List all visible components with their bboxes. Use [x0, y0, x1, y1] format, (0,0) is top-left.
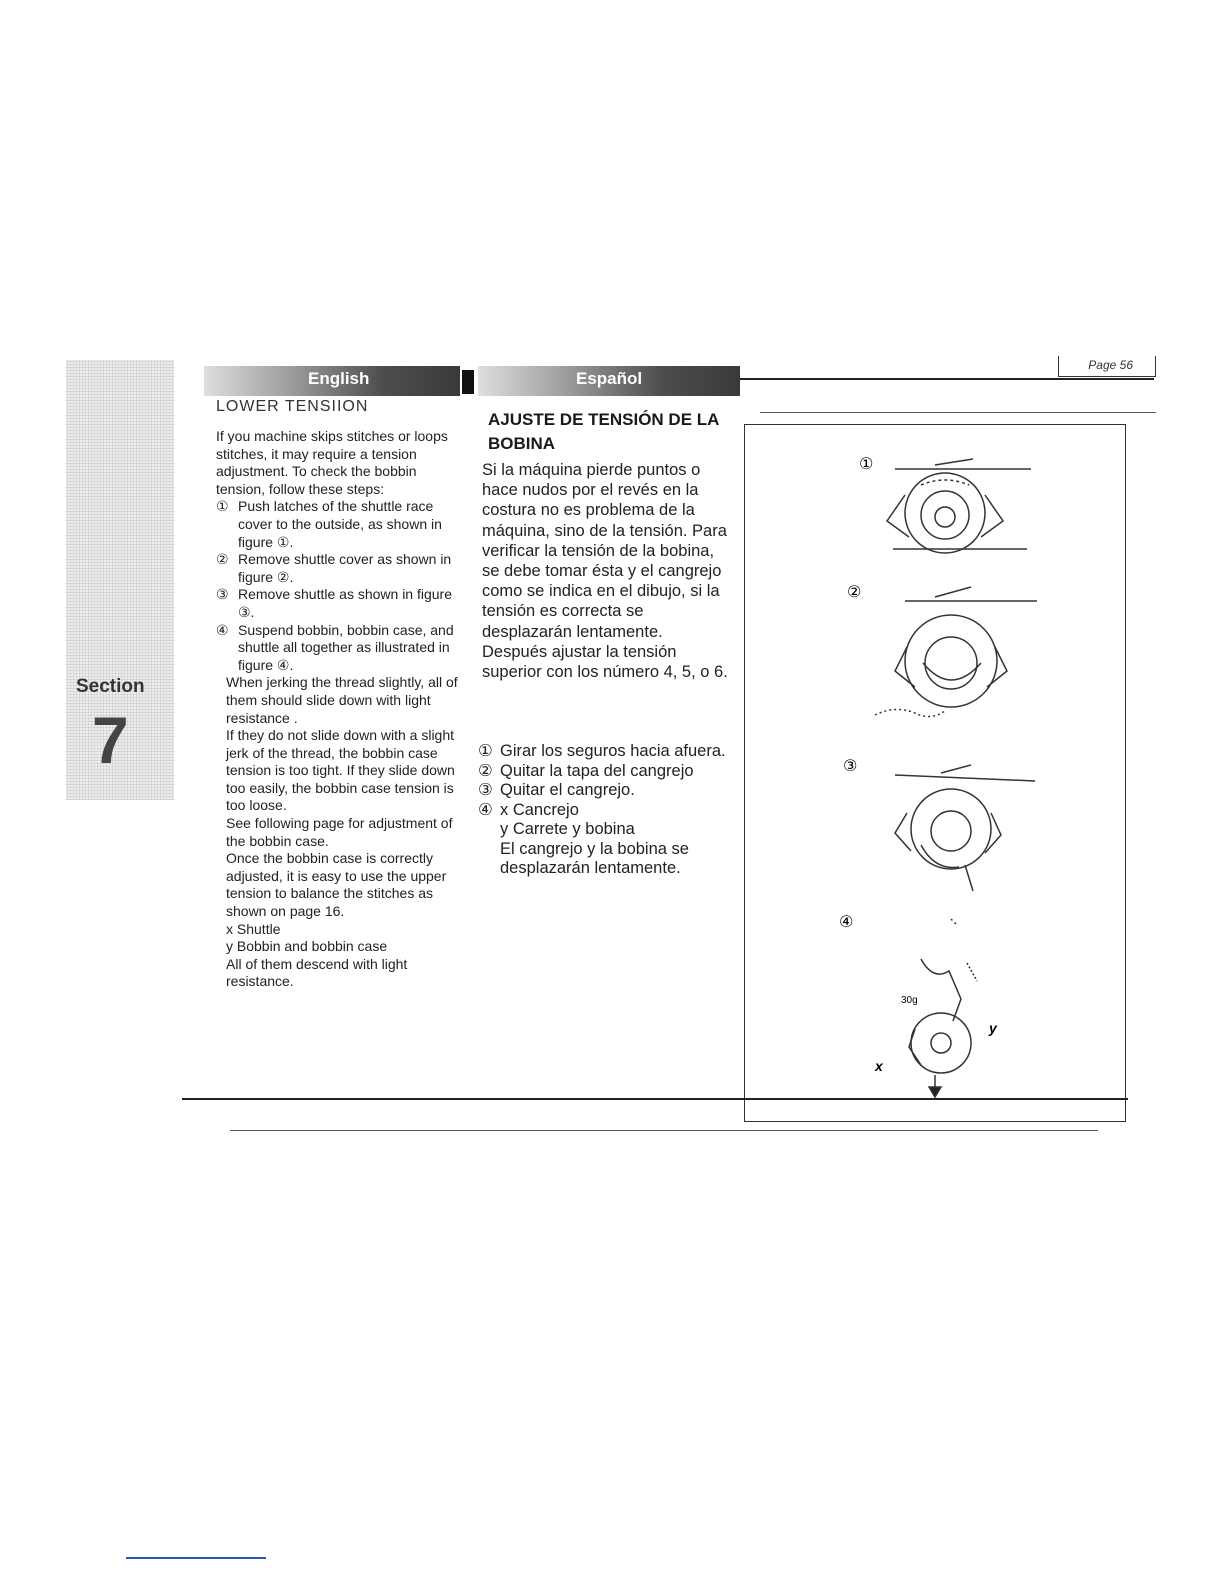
- step-text: Quitar la tapa del cangrejo: [500, 761, 694, 780]
- step-number: ③: [478, 781, 493, 799]
- english-details: [216, 674, 460, 991]
- figure-box: [744, 424, 1126, 1122]
- english-body: [216, 428, 460, 991]
- step-number: ②: [478, 761, 493, 780]
- step-text: Remove shuttle as shown in figure ③.: [238, 586, 452, 620]
- top-rule-secondary: [760, 412, 1156, 413]
- page-number: Page 56: [1088, 358, 1133, 372]
- figure-4-illustration: [909, 919, 977, 1097]
- step-number: ③: [216, 586, 229, 603]
- detail-paragraph: When jerking the thread slightly, all of them should slide down with light resistance .: [226, 674, 458, 726]
- step-number: ①: [478, 742, 493, 760]
- step-text: Suspend bobbin, bobbin case, and shuttle all together as illustrated in figure ④.: [238, 621, 454, 673]
- espanol-body: [482, 460, 728, 682]
- step-text: Girar los seguros hacia afuera.: [500, 742, 726, 760]
- english-heading: LOWER TENSIION: [216, 398, 369, 415]
- espanol-paragraph: Después ajustar la tensión superior con los número 4, 5, o 6.: [482, 642, 728, 682]
- espanol-step: [478, 762, 730, 782]
- step-text: Quitar el cangrejo.: [500, 781, 635, 799]
- substep-line: y Carrete y bobina: [500, 820, 635, 838]
- bobbin-illustrations: [745, 425, 1125, 1121]
- detail-paragraph: If they do not slide down with a slight jerk of the thread, the bobbin case tension is too tight. If they slide down too easily, the bobbin case tension is too loose.: [226, 727, 455, 814]
- figure-label-1: ①: [859, 456, 874, 473]
- detail-paragraph: See following page for adjustment of the bobbin case.: [226, 815, 453, 849]
- detail-paragraph: Once the bobbin case is correctly adjusted, it is easy to use the upper tension to balance the stitches as shown on page 16.: [226, 850, 447, 920]
- espanol-paragraph: Si la máquina pierde puntos o hace nudos por el revés en la costura no es problema de la máquina, sino de la tensión. Para verificar la tensión de la bobina, se debe tomar ésta y el cangrejo como se indica en el dibujo, si la tensión es correcta se desplazarán lentamente.: [482, 461, 727, 641]
- english-step: [216, 498, 460, 551]
- language-divider: [462, 370, 474, 394]
- espanol-steps: [478, 742, 730, 879]
- figure-label-3: ③: [843, 758, 858, 775]
- step-number: ②: [216, 551, 229, 568]
- figure-y-label: y: [989, 1020, 997, 1036]
- figure-2-illustration: [875, 587, 1037, 717]
- legend-line: x Shuttle: [226, 920, 281, 937]
- step-number: ④: [216, 621, 229, 638]
- espanol-header-bar: [478, 366, 740, 396]
- english-step: [216, 586, 460, 621]
- espanol-step: [478, 742, 730, 762]
- figure-x-label: x: [875, 1058, 883, 1074]
- bottom-rule-secondary: [230, 1130, 1098, 1131]
- english-header-bar: [204, 366, 460, 396]
- espanol-substeps: [478, 820, 730, 879]
- english-intro: If you machine skips stitches or loops stitches, it may require a tension adjustment. To check the bobbin tension, follow these steps:: [216, 428, 448, 497]
- english-step: [216, 622, 460, 675]
- top-rule: [740, 378, 1154, 380]
- step-number: ④: [478, 800, 493, 819]
- espanol-step: [478, 801, 730, 821]
- legend-line: All of them descend with light resistance.: [226, 955, 408, 990]
- step-text: Push latches of the shuttle race cover to the outside, as shown in figure ①.: [238, 498, 442, 550]
- step-number: ①: [216, 498, 229, 515]
- substep-line: El cangrejo y la bobina se desplazarán lentamente.: [500, 839, 689, 877]
- page-number-box: [1058, 356, 1156, 377]
- weight-label: 30g: [901, 995, 918, 1006]
- figure-3-illustration: [895, 765, 1035, 891]
- step-text: Remove shuttle cover as shown in figure ②.: [238, 551, 452, 585]
- espanol-header-label: Español: [576, 369, 643, 388]
- espanol-step: [478, 781, 730, 801]
- corner-line: [126, 1557, 266, 1559]
- espanol-heading: AJUSTE DE TENSIÓN DE LA BOBINA: [488, 410, 719, 453]
- bottom-rule: [182, 1098, 1128, 1100]
- figure-label-4: ④: [839, 914, 854, 931]
- section-label: Section: [76, 676, 145, 697]
- figure-1-illustration: [887, 459, 1031, 553]
- figure-label-2: ②: [847, 584, 862, 601]
- legend-line: y Bobbin and bobbin case: [226, 938, 388, 955]
- step-text: x Cancrejo: [500, 800, 579, 819]
- english-header-label: English: [308, 369, 370, 388]
- section-number: 7: [92, 703, 129, 777]
- english-step: [216, 551, 460, 586]
